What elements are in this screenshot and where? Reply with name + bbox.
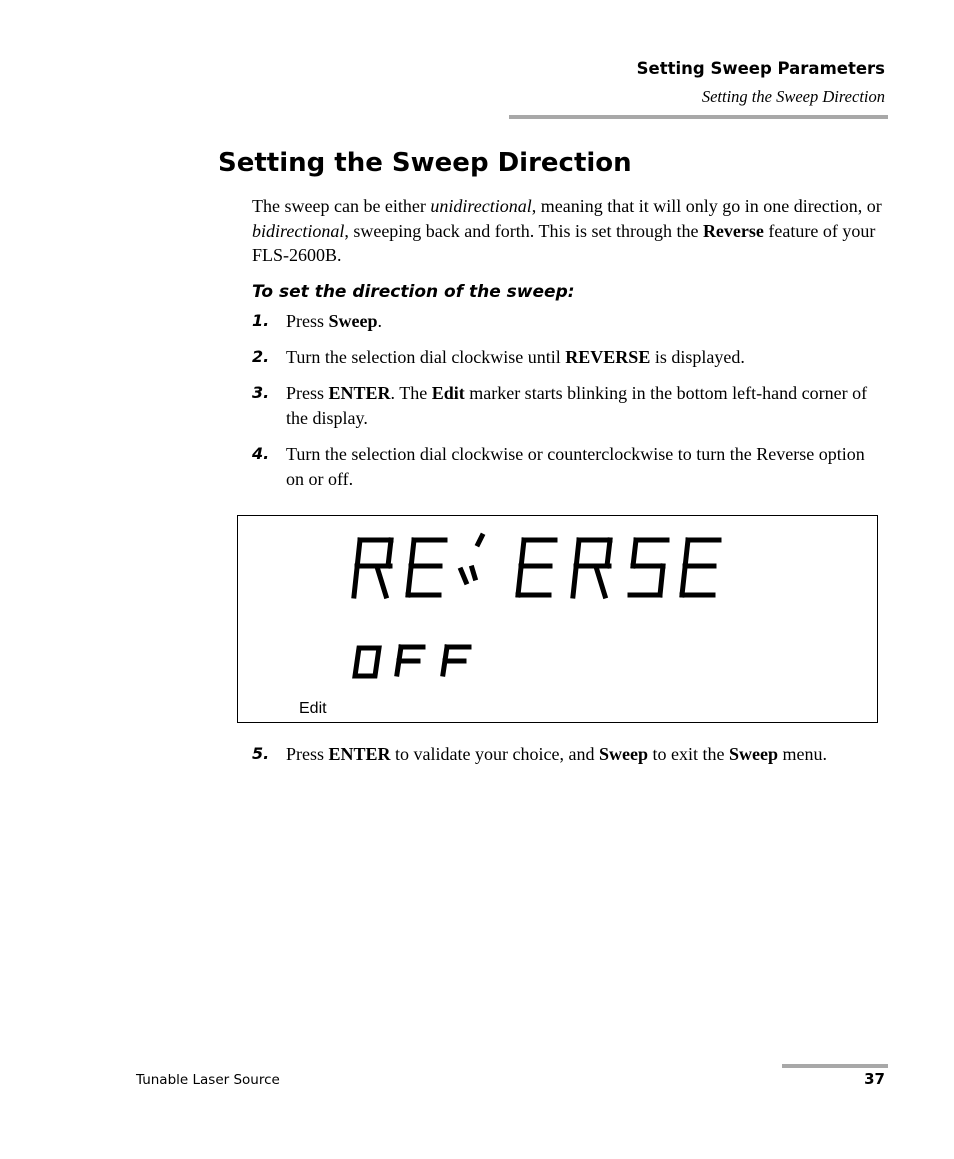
step-text: Press Sweep.: [286, 311, 383, 331]
step-1: [252, 309, 892, 334]
intro-text: The sweep can be either: [252, 196, 431, 216]
step-3: [252, 381, 892, 430]
lcd-char-e: [518, 540, 555, 595]
header-subsection-title: Setting the Sweep Direction: [701, 87, 885, 106]
lcd-char-f: [443, 647, 469, 674]
intro-text: feature of your FLS-2600B.: [252, 220, 876, 265]
step-text: Turn the selection dial clockwise or counterclockwise to turn the Reverse option on or off.: [286, 444, 865, 489]
page-number: 37: [864, 1070, 885, 1088]
lcd-char-r: [573, 540, 610, 596]
step-number: 2.: [252, 347, 270, 366]
step-text: Turn the selection dial clockwise until REVERSE is displayed.: [286, 347, 745, 367]
step-4: [252, 442, 892, 491]
intro-emphasis-bidirectional: bidirectional: [252, 220, 345, 241]
lcd-char-o: [355, 648, 379, 676]
intro-emphasis-unidirectional: unidirectional: [430, 196, 532, 216]
step-number: 5.: [252, 744, 270, 763]
step-number: 1.: [252, 311, 270, 330]
lcd-char-v: [461, 536, 482, 582]
header-rule: [509, 115, 888, 119]
lcd-char-f: [397, 647, 423, 674]
intro-bold-reverse: Reverse: [702, 220, 764, 241]
step-text: Press ENTER. The Edit marker starts blinking in the bottom left-hand corner of the display.: [286, 383, 868, 428]
step-2: [252, 345, 892, 370]
lcd-segment-graphic: [238, 516, 877, 722]
intro-paragraph: [252, 194, 892, 268]
step-number: 4.: [252, 444, 270, 463]
header-section-title: Setting Sweep Parameters: [636, 59, 885, 78]
procedure-title: To set the direction of the sweep:: [252, 282, 575, 302]
intro-text: , sweeping back and forth. This is set through the: [344, 220, 703, 241]
intro-text: , meaning that it will only go in one direction, or: [531, 196, 882, 216]
lcd-char-r: [354, 540, 391, 596]
lcd-display-figure: [237, 515, 878, 723]
footer-rule: [782, 1064, 888, 1068]
step-text: Press ENTER to validate your choice, and Sweep to exit the Sweep menu.: [286, 744, 827, 764]
step-5: [252, 742, 892, 767]
footer-document-title: Tunable Laser Source: [136, 1072, 280, 1088]
lcd-edit-marker: Edit: [299, 700, 327, 717]
lcd-char-e: [408, 540, 445, 595]
running-header: [637, 58, 885, 108]
step-number: 3.: [252, 383, 270, 402]
lcd-char-e: [682, 540, 719, 595]
lcd-char-s: [630, 540, 667, 595]
page-title: Setting the Sweep Direction: [218, 148, 632, 178]
